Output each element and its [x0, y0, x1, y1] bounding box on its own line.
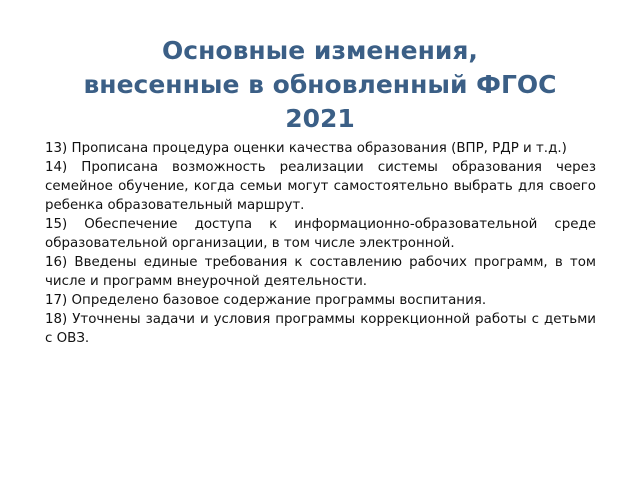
- changes-list-item-13: 13) Прописана процедура оценки качества образования (ВПР, РДР и т.д.): [45, 141, 567, 156]
- slide-title: [20, 34, 620, 136]
- changes-list-item-15: 15) Обеспечение доступа к информационно-образовательной среде образовательной организации, в том числе электронной.: [45, 217, 596, 251]
- slide-title-line-1: Основные изменения,: [162, 36, 478, 65]
- changes-list-item-18: 18) Уточнены задачи и условия программы коррекционной работы с детьми с ОВЗ.: [45, 312, 596, 346]
- slide-title-line-2: внесенные в обновленный ФГОС: [83, 70, 557, 99]
- changes-list-item-16: 16) Введены единые требования к составлению рабочих программ, в том числе и программ внеурочной деятельности.: [45, 255, 596, 289]
- changes-list-item-17: 17) Определено базовое содержание программы воспитания.: [45, 293, 487, 308]
- changes-list: [45, 139, 596, 348]
- slide-title-line-3: 2021: [285, 104, 355, 133]
- changes-list-item-14: 14) Прописана возможность реализации системы образования через семейное обучение, когда семьи могут самостоятельно выбрать для своего ребенка образовательный маршрут.: [45, 160, 596, 213]
